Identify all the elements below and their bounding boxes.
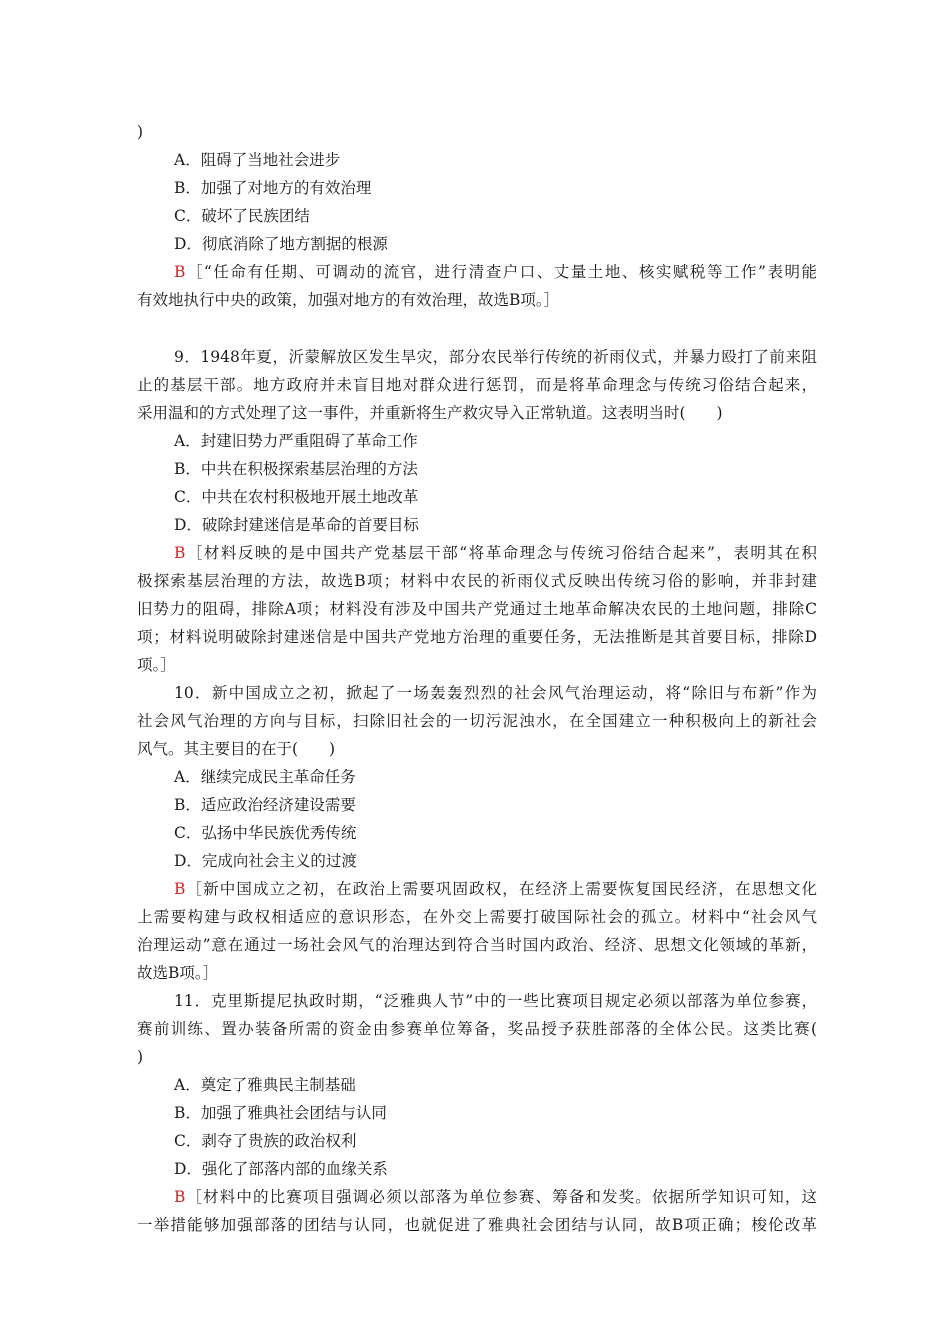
q9-explanation-line: 项；材料说明破除封建迷信是中国共产党地方治理的重要任务，无法推断是其首要目标，排除D (137, 628, 817, 646)
q10-option-b: B．适应政治经济建设需要 (174, 796, 356, 814)
q9-stem-line: 9．1948年夏，沂蒙解放区发生旱灾，部分农民举行传统的祈雨仪式，并暴力殴打了前来阻 (174, 348, 817, 366)
q8-explanation-line: 有效地执行中央的政策，加强对地方的有效治理，故选B项。］ (137, 291, 560, 309)
q11-explanation-line: B［材料中的比赛项目强调必须以部落为单位参赛、筹备和发奖。依据所学知识可知，这 (174, 1188, 817, 1206)
q9-option-c: C．中共在农村积极地开展土地改革 (174, 488, 419, 506)
q10-option-d: D．完成向社会主义的过渡 (174, 852, 357, 870)
q8-option-b: B．加强了对地方的有效治理 (174, 179, 372, 197)
q11-option-b: B．加强了雅典社会团结与认同 (174, 1104, 387, 1122)
q10-explanation-line: 上需要构建与政权相适应的意识形态，在外交上需要打破国际社会的孤立。材料中“社会风气 (137, 908, 817, 926)
q10-stem-line: 风气。其主要目的在于( ) (137, 740, 336, 758)
q10-option-c: C．弘扬中华民族优秀传统 (174, 824, 357, 842)
q11-stem-line: 11．克里斯提尼执政时期，“泛雅典人节”中的一些比赛项目规定必须以部落为单位参赛， (174, 992, 817, 1010)
q8-stem-tail: ) (137, 123, 144, 141)
q11-option-d: D．强化了部落内部的血缘关系 (174, 1160, 388, 1178)
q10-explanation-line: 治理运动”意在通过一场社会风气的治理达到符合当时国内政治、经济、思想文化领域的革新， (137, 936, 817, 954)
q9-explanation-line: B［材料反映的是中国共产党基层干部“将革命理念与传统习俗结合起来”，表明其在积 (174, 544, 817, 562)
q9-explanation-line: 旧势力的阻碍，排除A项；材料没有涉及中国共产党通过土地革命解决农民的土地问题，排除C (137, 600, 817, 618)
q9-stem-line: 采用温和的方式处理了这一事件，并重新将生产救灾导入正常轨道。这表明当时( ) (137, 404, 723, 422)
q10-stem-line: 社会风气治理的方向与目标，扫除旧社会的一切污泥浊水，在全国建立一种积极向上的新社会 (137, 712, 817, 730)
q11-stem-line: ) (137, 1048, 144, 1066)
q11-explanation-line: 一举措能够加强部落的团结与认同，也就促进了雅典社会团结与认同，故B项正确；梭伦改革 (137, 1216, 817, 1234)
q9-option-a: A．封建旧势力严重阻碍了革命工作 (174, 432, 418, 450)
q11-stem-line: 赛前训练、置办装备所需的资金由参赛单位筹备，奖品授予获胜部落的全体公民。这类比赛( (137, 1020, 817, 1038)
q9-answer: B (174, 544, 186, 562)
q10-explanation-line: 故选B项。］ (137, 964, 219, 982)
q8-answer: B (174, 263, 186, 281)
q9-explanation-line: 项。］ (137, 656, 176, 674)
q9-option-b: B．中共在积极探索基层治理的方法 (174, 460, 418, 478)
q9-option-d: D．破除封建迷信是革命的首要目标 (174, 516, 419, 534)
q11-option-a: A．奠定了雅典民主制基础 (174, 1076, 356, 1094)
q10-explanation-line: B［新中国成立之初，在政治上需要巩固政权，在经济上需要恢复国民经济，在思想文化 (174, 880, 817, 898)
q8-explanation-line: B［“任命有任期、可调动的流官，进行清查户口、丈量土地、核实赋税等工作”表明能 (174, 263, 817, 281)
q8-option-a: A．阻碍了当地社会进步 (174, 151, 341, 169)
q8-option-d: D．彻底消除了地方割据的根源 (174, 235, 388, 253)
q11-option-c: C．剥夺了贵族的政治权利 (174, 1132, 357, 1150)
q11-answer: B (174, 1188, 186, 1206)
q9-stem-line: 止的基层干部。地方政府并未盲目地对群众进行惩罚，而是将革命理念与传统习俗结合起来， (137, 376, 817, 394)
q10-answer: B (174, 880, 186, 898)
q8-option-c: C．破坏了民族团结 (174, 207, 310, 225)
q10-option-a: A．继续完成民主革命任务 (174, 768, 356, 786)
q9-explanation-line: 极探索基层治理的方法，故选B项；材料中农民的祈雨仪式反映出传统习俗的影响，并非封建 (137, 572, 817, 590)
q10-stem-line: 10．新中国成立之初，掀起了一场轰轰烈烈的社会风气治理运动，将“除旧与布新”作为 (174, 684, 817, 702)
